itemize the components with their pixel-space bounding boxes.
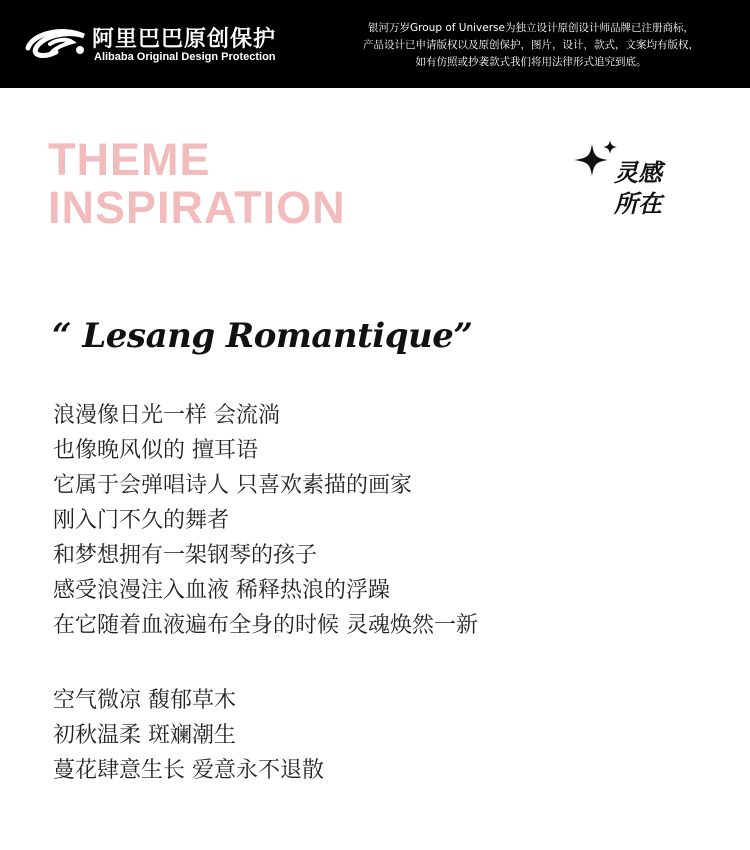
heading-line: INSPIRATION [48,182,346,233]
inspiration-label [614,158,662,220]
inspiration-label-line: 灵感 [614,159,662,187]
poem-line: 空气微凉 馥郁草木 [53,688,236,713]
poem-line: 初秋温柔 斑斓潮生 [53,723,236,748]
poem-line: 和梦想拥有一架钢琴的孩子 [53,543,318,568]
poem-line: 浪漫像日光一样 会流淌 [53,403,280,428]
sparkle-icon [570,138,620,180]
notice-line: 如有仿照或抄袭款式我们将用法律形式追究到底。 [415,56,647,68]
copyright-banner [0,0,750,88]
notice-line: 银河万岁Group of Universe为独立设计原创设计师品牌已注册商标， [368,22,694,34]
alibaba-logo-icon [22,24,90,64]
poem-line: 它属于会弹唱诗人 只喜欢素描的画家 [53,473,412,498]
poem-line: 在它随着血液遍布全身的时候 灵魂焕然一新 [53,613,478,638]
logo-title: 阿里巴巴原创保护 [92,27,277,52]
poem-line: 感受浪漫注入血液 稀释热浪的浮躁 [53,578,390,603]
quote-title: “ Lesang Romantique” [52,316,473,356]
poem-stanza-1 [53,398,478,643]
poem-line: 刚入门不久的舞者 [53,508,230,533]
heading-line: THEME [48,134,211,185]
logo-subtitle: Alibaba Original Design Protection [94,51,276,63]
poem-stanza-2 [53,683,324,788]
poem-line: 也像晚风似的 擅耳语 [53,438,258,463]
copyright-notice [336,20,726,71]
inspiration-label-line: 所在 [614,190,662,218]
poem-line: 蔓花肆意生长 爱意永不退散 [53,758,324,783]
theme-inspiration-heading [48,136,346,232]
notice-line: 产品设计已申请版权以及原创保护，图片，设计，款式，文案均有版权， [363,39,699,51]
